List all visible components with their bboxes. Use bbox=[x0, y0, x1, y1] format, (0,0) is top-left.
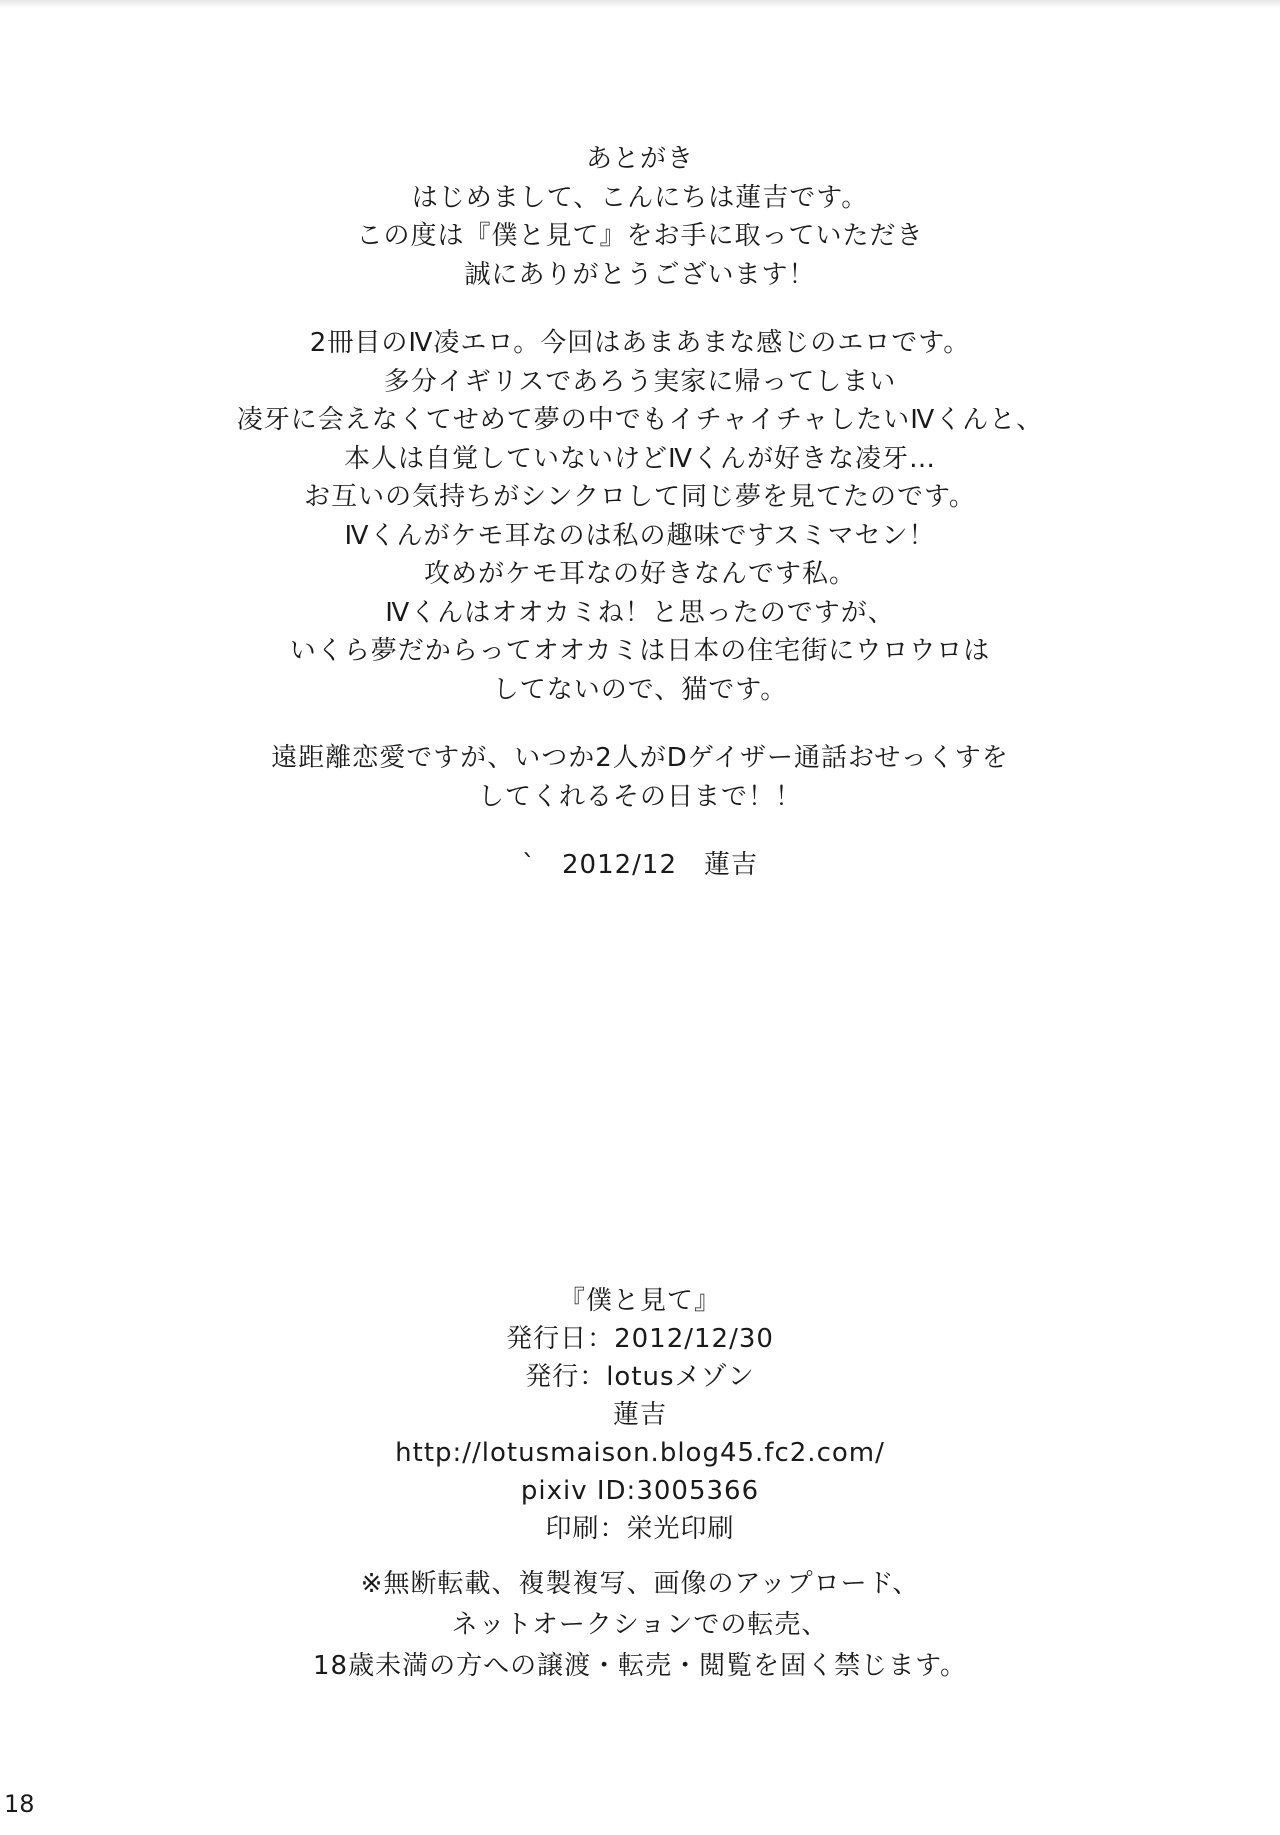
notice-line: ネットオークションでの転売、 bbox=[451, 1610, 829, 1640]
closing-line: してくれるその日まで！！ bbox=[477, 781, 802, 812]
body-line: お互いの気持ちがシンクロして同じ夢を見てたのです。 bbox=[304, 482, 976, 512]
greeting-line: 誠にありがとうございます！ bbox=[464, 259, 816, 290]
website-url: http://lotusmaison.blog45.fc2.com/ bbox=[395, 1438, 885, 1468]
copyright-notice bbox=[0, 1564, 1280, 1687]
colophon-title: 『僕と見て』 bbox=[558, 1286, 721, 1316]
colophon-section bbox=[0, 1282, 1280, 1548]
paragraph-gap bbox=[0, 294, 1280, 324]
body-line: 攻めがケモ耳なの好きなんです私。 bbox=[423, 559, 856, 589]
notice-line: 18歳未満の方への譲渡・転売・閲覧を固く禁じます。 bbox=[312, 1651, 967, 1681]
body-line: してないので、猫です。 bbox=[492, 674, 788, 705]
body-line: 多分イギリスであろう実家に帰ってしまい bbox=[383, 366, 897, 397]
body-line: 凌牙に会えなくてせめて夢の中でもイチャイチャしたいⅣくんと、 bbox=[236, 405, 1044, 435]
page-number: 18 bbox=[4, 1790, 35, 1818]
author-name: 蓮吉 bbox=[612, 1400, 667, 1430]
notice-line: ※無断転載、複製複写、画像のアップロード、 bbox=[360, 1569, 920, 1599]
scan-top-edge bbox=[0, 0, 1280, 8]
signature-line bbox=[0, 846, 1280, 885]
afterword-heading: あとがき bbox=[585, 144, 694, 174]
greeting-line: この度は『僕と見て』をお手に取っていただき bbox=[356, 221, 924, 251]
paragraph-gap bbox=[0, 709, 1280, 739]
body-line: Ⅳくんがケモ耳なのは私の趣味ですスミマセン！ bbox=[344, 520, 936, 551]
pixiv-id: pixiv ID:3005366 bbox=[520, 1476, 760, 1506]
signature-mark: ` bbox=[521, 850, 536, 880]
paragraph-gap bbox=[0, 816, 1280, 846]
publisher: 発行：lotusメゾン bbox=[525, 1362, 755, 1392]
release-date: 発行日：2012/12/30 bbox=[506, 1324, 774, 1354]
afterword-section bbox=[0, 140, 1280, 885]
greeting-line: はじめまして、こんにちは蓮吉です。 bbox=[411, 182, 869, 213]
body-line: いくら夢だからってオオカミは日本の住宅街にウロウロは bbox=[289, 636, 991, 666]
signature: 2012/12 蓮吉 bbox=[561, 850, 758, 880]
body-line: 本人は自覚していないけどⅣくんが好きな凌牙… bbox=[344, 443, 936, 474]
printer: 印刷：栄光印刷 bbox=[545, 1514, 735, 1544]
body-line: 2冊目のⅣ凌エロ。今回はあまあまな感じのエロです。 bbox=[309, 328, 971, 358]
body-line: Ⅳくんはオオカミね！と思ったのですが、 bbox=[385, 597, 895, 628]
closing-line: 遠距離恋愛ですが、いつか2人がDゲイザー通話おせっくすを bbox=[271, 743, 1009, 773]
